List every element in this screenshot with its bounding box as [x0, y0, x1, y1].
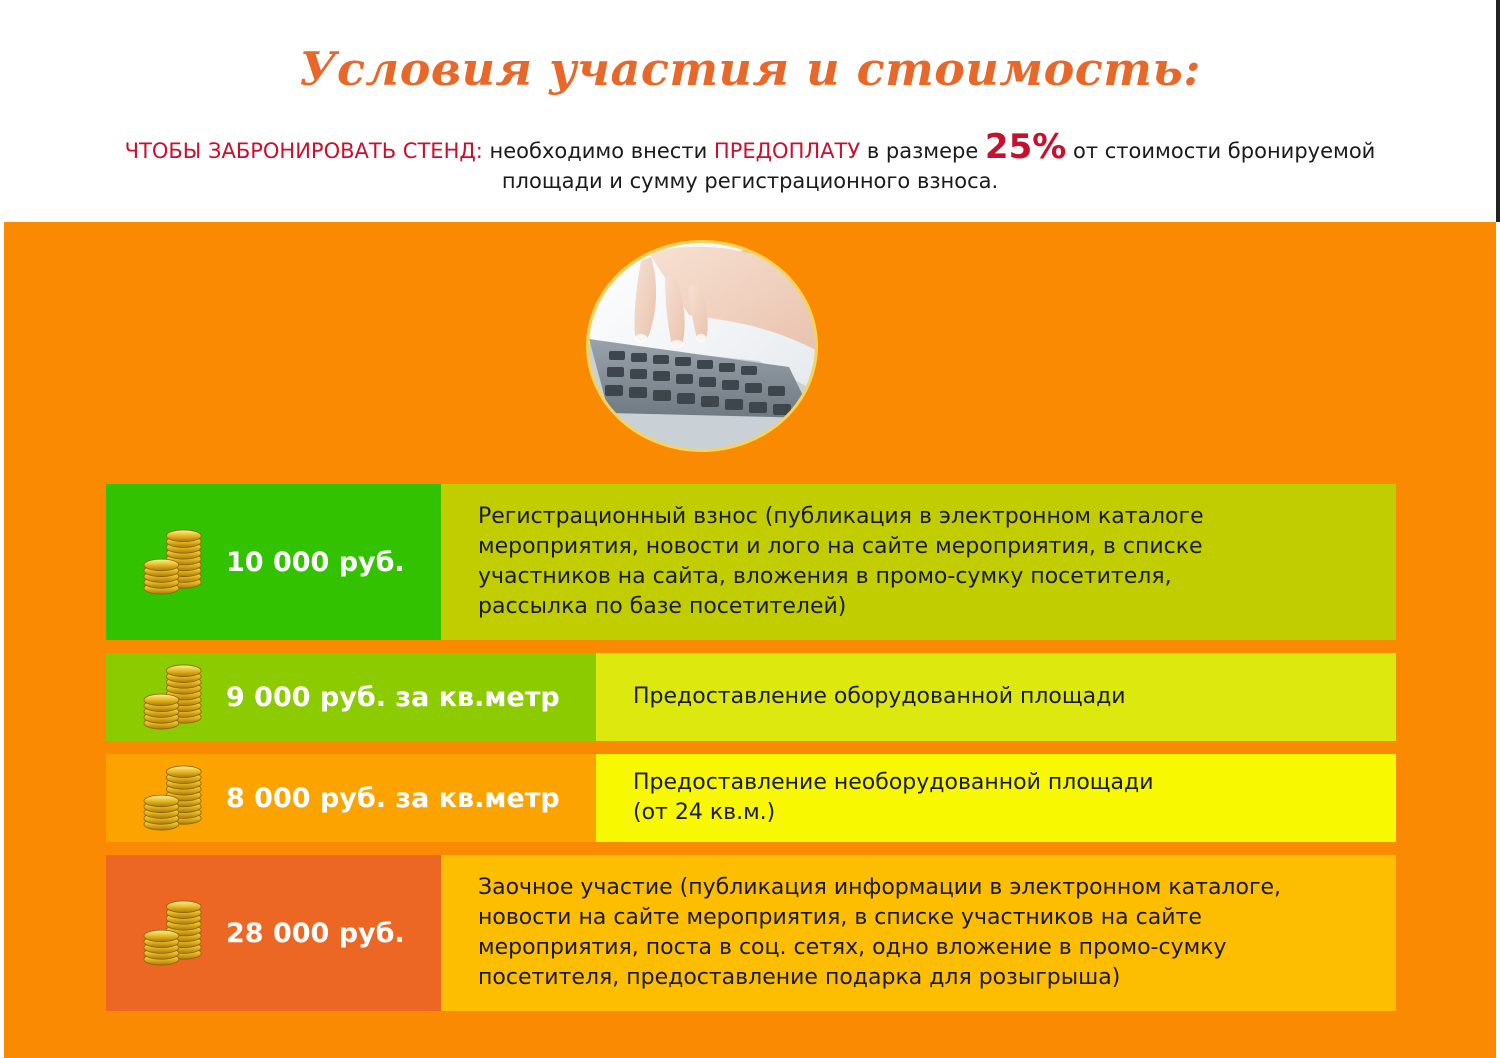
intro-text-2: в размере — [860, 139, 985, 163]
price-cell — [106, 653, 596, 741]
pricing-row-registration — [106, 484, 1396, 640]
coins-icon — [140, 528, 208, 596]
row-description: Предоставление необорудованной площади (от 24 кв.м.) — [633, 770, 1154, 825]
pricing-row-remote-participation — [106, 855, 1396, 1011]
price-cell — [106, 484, 441, 640]
intro-text-3: от стоимости бронируемой площади и сумму регистрационного взноса. — [501, 139, 1376, 193]
intro-text-1: необходимо внести — [482, 139, 714, 163]
booking-lead: ЧТОБЫ ЗАБРОНИРОВАТЬ СТЕНД: — [124, 139, 483, 163]
pricing-row-raw-space — [106, 754, 1396, 842]
coins-icon — [140, 764, 208, 832]
description-cell — [596, 754, 1396, 842]
price-amount: 9 000 руб. за кв.метр — [226, 681, 560, 713]
edge-divider — [1496, 0, 1500, 222]
coins-icon — [140, 899, 208, 967]
pricing-row-equipped-space — [106, 653, 1396, 741]
description-cell — [441, 484, 1396, 640]
booking-intro — [100, 127, 1400, 196]
coins-icon — [140, 663, 208, 731]
prepayment-percent: 25% — [984, 127, 1067, 167]
page-title: Условия участия и стоимость: — [299, 42, 1201, 96]
price-amount: 10 000 руб. — [226, 546, 405, 578]
row-description: Заочное участие (публикация информации в электронном каталоге, новости на сайте мероприятия, в списке участников на сайте мероприятия, поста в соц. сетях, одно вложение в промо-сумку посетителя, предоставление подарка для розыгрыша) — [478, 875, 1282, 990]
price-amount: 8 000 руб. за кв.метр — [226, 782, 560, 814]
prepayment-label: ПРЕДОПЛАТУ — [713, 139, 861, 163]
price-amount: 28 000 руб. — [226, 917, 405, 949]
price-cell — [106, 754, 596, 842]
calculator-photo — [586, 240, 818, 452]
description-cell — [441, 855, 1396, 1011]
row-description: Регистрационный взнос (публикация в электронном каталоге мероприятия, новости и лого на сайте мероприятия, в списке участников на сайта, вложения в промо-сумку посетителя, рассылка по базе посетителей) — [478, 504, 1204, 619]
row-description: Предоставление оборудованной площади — [633, 684, 1126, 709]
price-cell — [106, 855, 441, 1011]
description-cell — [596, 653, 1396, 741]
calculator-photo-icon — [589, 243, 818, 452]
